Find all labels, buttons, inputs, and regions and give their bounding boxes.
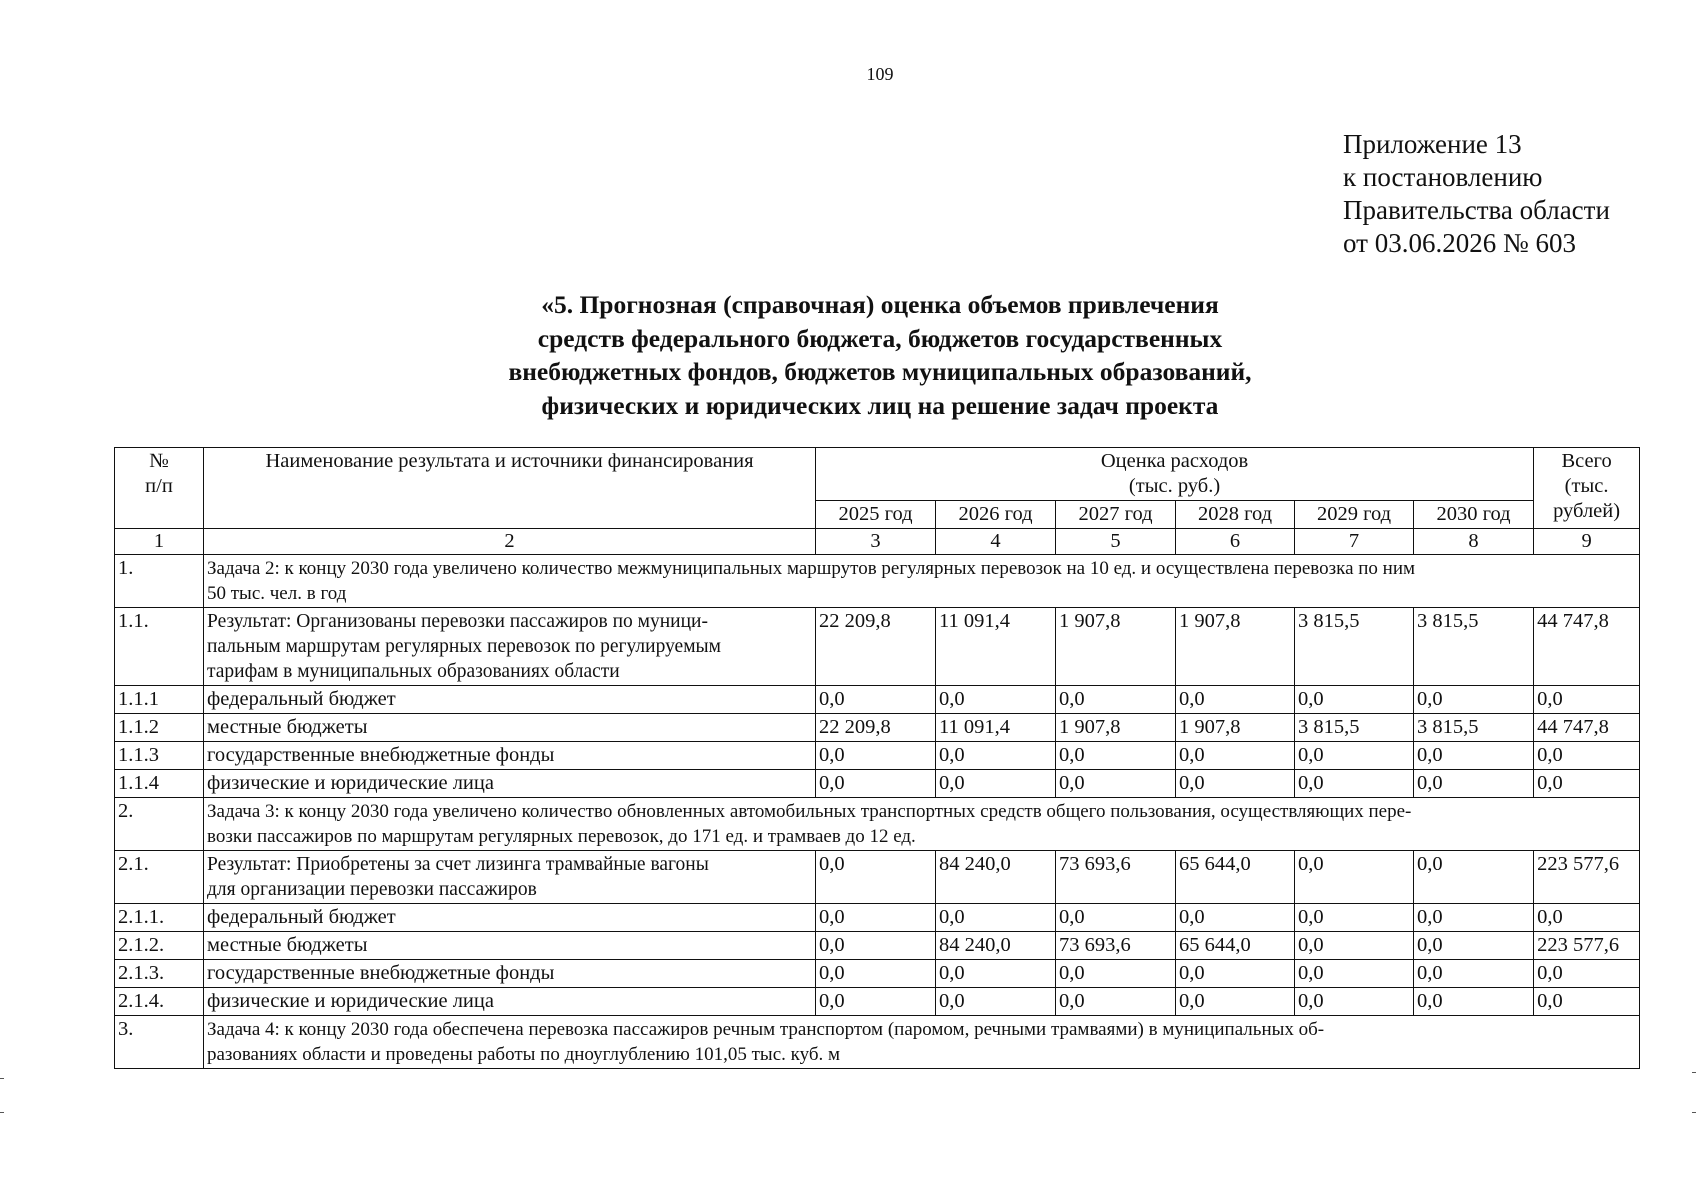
year-value: 0,0 <box>1414 770 1534 798</box>
task-line: разованиях области и проведены работы по дноуглублению 101,05 тыс. куб. м <box>207 1044 841 1065</box>
column-number: 7 <box>1295 529 1414 555</box>
task-line: Задача 4: к концу 2030 года обеспечена перевозка пассажиров речным транспортом (паромом, речными трамваями) в муниципальных об- <box>207 1019 1325 1040</box>
header-year: 2030 год <box>1414 501 1534 529</box>
year-value: 0,0 <box>1295 686 1414 714</box>
year-value: 65 644,0 <box>1176 932 1295 960</box>
task-line: 50 тыс. чел. в год <box>207 583 347 604</box>
year-value: 0,0 <box>1295 742 1414 770</box>
row-number: 1.1.1 <box>115 686 204 714</box>
source-row <box>115 742 1640 770</box>
task-row <box>115 555 1640 608</box>
funding-source: местные бюджеты <box>204 932 816 960</box>
year-value: 0,0 <box>1176 742 1295 770</box>
year-value: 0,0 <box>1056 904 1176 932</box>
total-value: 223 577,6 <box>1534 851 1640 904</box>
total-value: 0,0 <box>1534 960 1640 988</box>
row-number: 2.1.3. <box>115 960 204 988</box>
table-header <box>115 448 1640 555</box>
task-description <box>204 798 1640 851</box>
row-number: 3. <box>115 1016 204 1069</box>
header-year: 2027 год <box>1056 501 1176 529</box>
year-value: 0,0 <box>1056 960 1176 988</box>
total-value: 44 747,8 <box>1534 714 1640 742</box>
year-value: 84 240,0 <box>936 932 1056 960</box>
header-total <box>1534 448 1640 529</box>
column-number: 3 <box>816 529 936 555</box>
column-number-row <box>115 529 1640 555</box>
year-value: 3 815,5 <box>1414 714 1534 742</box>
year-value: 1 907,8 <box>1176 714 1295 742</box>
header-total-line: рублей) <box>1553 500 1621 522</box>
appendix-line: Правительства области <box>1343 195 1610 225</box>
header-year: 2025 год <box>816 501 936 529</box>
task-line: Задача 2: к концу 2030 года увеличено количество межмуниципальных маршрутов регулярных перевозок на 10 ед. и осуществлена перевозка по ним <box>207 558 1416 579</box>
scan-mark <box>1692 1072 1696 1073</box>
year-value: 0,0 <box>1176 686 1295 714</box>
document-title <box>0 288 1697 422</box>
year-value: 1 907,8 <box>1056 608 1176 686</box>
header-year: 2029 год <box>1295 501 1414 529</box>
year-value: 0,0 <box>1295 851 1414 904</box>
year-value: 0,0 <box>1176 770 1295 798</box>
year-value: 0,0 <box>1176 960 1295 988</box>
row-number: 2.1.1. <box>115 904 204 932</box>
year-value: 0,0 <box>1056 742 1176 770</box>
result-line: тарифам в муниципальных образованиях области <box>207 661 620 682</box>
title-line: «5. Прогнозная (справочная) оценка объемов привлечения <box>541 290 1219 319</box>
row-number: 2.1. <box>115 851 204 904</box>
source-row <box>115 770 1640 798</box>
column-number: 6 <box>1176 529 1295 555</box>
year-value: 0,0 <box>816 742 936 770</box>
year-value: 0,0 <box>936 686 1056 714</box>
result-line: для организации перевозки пассажиров <box>207 879 537 900</box>
result-line: Результат: Приобретены за счет лизинга трамвайные вагоны <box>207 854 709 875</box>
year-value: 0,0 <box>936 770 1056 798</box>
table-body <box>115 555 1640 1069</box>
row-number: 2.1.4. <box>115 988 204 1016</box>
total-value: 223 577,6 <box>1534 932 1640 960</box>
year-value: 84 240,0 <box>936 851 1056 904</box>
year-value: 65 644,0 <box>1176 851 1295 904</box>
year-value: 0,0 <box>1414 932 1534 960</box>
year-value: 0,0 <box>1295 932 1414 960</box>
year-value: 0,0 <box>1414 988 1534 1016</box>
source-row <box>115 988 1640 1016</box>
task-row <box>115 798 1640 851</box>
appendix-line: Приложение 13 <box>1343 129 1522 159</box>
year-value: 0,0 <box>1295 904 1414 932</box>
header-year: 2028 год <box>1176 501 1295 529</box>
header-name: Наименование результата и источники финансирования <box>204 448 816 529</box>
header-total-line: (тыс. <box>1564 475 1609 497</box>
year-value: 0,0 <box>1295 960 1414 988</box>
row-number: 1.1. <box>115 608 204 686</box>
funding-source: федеральный бюджет <box>204 686 816 714</box>
year-value: 0,0 <box>1295 770 1414 798</box>
result-line: Результат: Организованы перевозки пассажиров по муници- <box>207 611 708 632</box>
year-value: 0,0 <box>816 932 936 960</box>
year-value: 0,0 <box>1414 851 1534 904</box>
source-row <box>115 714 1640 742</box>
task-row <box>115 1016 1640 1069</box>
source-row <box>115 686 1640 714</box>
funding-source: государственные внебюджетные фонды <box>204 960 816 988</box>
title-line: физических и юридических лиц на решение задач проекта <box>541 390 1219 420</box>
year-value: 11 091,4 <box>936 714 1056 742</box>
year-value: 0,0 <box>1295 988 1414 1016</box>
year-value: 0,0 <box>1414 686 1534 714</box>
header-total-line: Всего <box>1561 450 1612 472</box>
funding-source: федеральный бюджет <box>204 904 816 932</box>
scan-mark <box>1692 1112 1696 1113</box>
scan-mark <box>0 1112 4 1113</box>
year-value: 0,0 <box>936 742 1056 770</box>
year-value: 0,0 <box>816 988 936 1016</box>
year-value: 0,0 <box>1176 988 1295 1016</box>
year-value: 0,0 <box>1056 770 1176 798</box>
source-row <box>115 932 1640 960</box>
result-description <box>204 608 816 686</box>
page-number: 109 <box>866 64 894 84</box>
column-number: 4 <box>936 529 1056 555</box>
row-number: 2.1.2. <box>115 932 204 960</box>
year-value: 1 907,8 <box>1056 714 1176 742</box>
source-row <box>115 904 1640 932</box>
scan-mark <box>0 1078 4 1079</box>
budget-table <box>114 447 1640 1069</box>
funding-source: местные бюджеты <box>204 714 816 742</box>
year-value: 0,0 <box>816 960 936 988</box>
year-value: 3 815,5 <box>1295 608 1414 686</box>
appendix-line: к постановлению <box>1343 162 1543 192</box>
year-value: 11 091,4 <box>936 608 1056 686</box>
total-value: 0,0 <box>1534 686 1640 714</box>
task-line: возки пассажиров по маршрутам регулярных перевозок, до 171 ед. и трамваев до 12 ед. <box>207 826 916 847</box>
year-value: 0,0 <box>936 904 1056 932</box>
row-number: 2. <box>115 798 204 851</box>
row-number: 1.1.4 <box>115 770 204 798</box>
total-value: 0,0 <box>1534 904 1640 932</box>
column-number: 9 <box>1534 529 1640 555</box>
year-value: 73 693,6 <box>1056 932 1176 960</box>
total-value: 0,0 <box>1534 988 1640 1016</box>
total-value: 44 747,8 <box>1534 608 1640 686</box>
year-value: 0,0 <box>1414 904 1534 932</box>
total-value: 0,0 <box>1534 770 1640 798</box>
result-row <box>115 608 1640 686</box>
task-description <box>204 555 1640 608</box>
column-number: 5 <box>1056 529 1176 555</box>
year-value: 3 815,5 <box>1414 608 1534 686</box>
row-number: 1.1.3 <box>115 742 204 770</box>
year-value: 0,0 <box>816 770 936 798</box>
header-estimate-line: Оценка расходов <box>1100 450 1249 472</box>
header-num <box>115 448 204 529</box>
funding-source: физические и юридические лица <box>204 770 816 798</box>
year-value: 0,0 <box>1056 686 1176 714</box>
year-value: 0,0 <box>1056 988 1176 1016</box>
title-line: внебюджетных фондов, бюджетов муниципальных образований, <box>508 357 1252 386</box>
column-number: 2 <box>204 529 816 555</box>
year-value: 0,0 <box>1414 742 1534 770</box>
year-value: 22 209,8 <box>816 714 936 742</box>
header-num-line: п/п <box>145 475 173 497</box>
header-estimate <box>816 448 1534 501</box>
task-description <box>204 1016 1640 1069</box>
funding-source: физические и юридические лица <box>204 988 816 1016</box>
title-line: средств федерального бюджета, бюджетов государственных <box>537 323 1223 353</box>
year-value: 0,0 <box>936 988 1056 1016</box>
year-value: 1 907,8 <box>1176 608 1295 686</box>
year-value: 73 693,6 <box>1056 851 1176 904</box>
total-value: 0,0 <box>1534 742 1640 770</box>
task-line: Задача 3: к концу 2030 года увеличено количество обновленных автомобильных транспортных средств общего пользования, осуществляющих пере- <box>207 801 1412 822</box>
year-value: 0,0 <box>1414 960 1534 988</box>
year-value: 0,0 <box>936 960 1056 988</box>
column-number: 8 <box>1414 529 1534 555</box>
year-value: 0,0 <box>1176 904 1295 932</box>
row-number: 1.1.2 <box>115 714 204 742</box>
header-num-line: № <box>149 450 169 472</box>
result-row <box>115 851 1640 904</box>
column-number: 1 <box>115 529 204 555</box>
source-row <box>115 960 1640 988</box>
year-value: 3 815,5 <box>1295 714 1414 742</box>
appendix-line: от 03.06.2026 № 603 <box>1343 228 1576 258</box>
result-description <box>204 851 816 904</box>
row-number: 1. <box>115 555 204 608</box>
header-estimate-line: (тыс. руб.) <box>1128 475 1221 497</box>
result-line: пальным маршрутам регулярных перевозок по регулируемым <box>207 636 721 657</box>
funding-source: государственные внебюджетные фонды <box>204 742 816 770</box>
year-value: 0,0 <box>816 904 936 932</box>
year-value: 22 209,8 <box>816 608 936 686</box>
appendix-block <box>1343 128 1610 260</box>
year-value: 0,0 <box>816 851 936 904</box>
year-value: 0,0 <box>816 686 936 714</box>
header-year: 2026 год <box>936 501 1056 529</box>
